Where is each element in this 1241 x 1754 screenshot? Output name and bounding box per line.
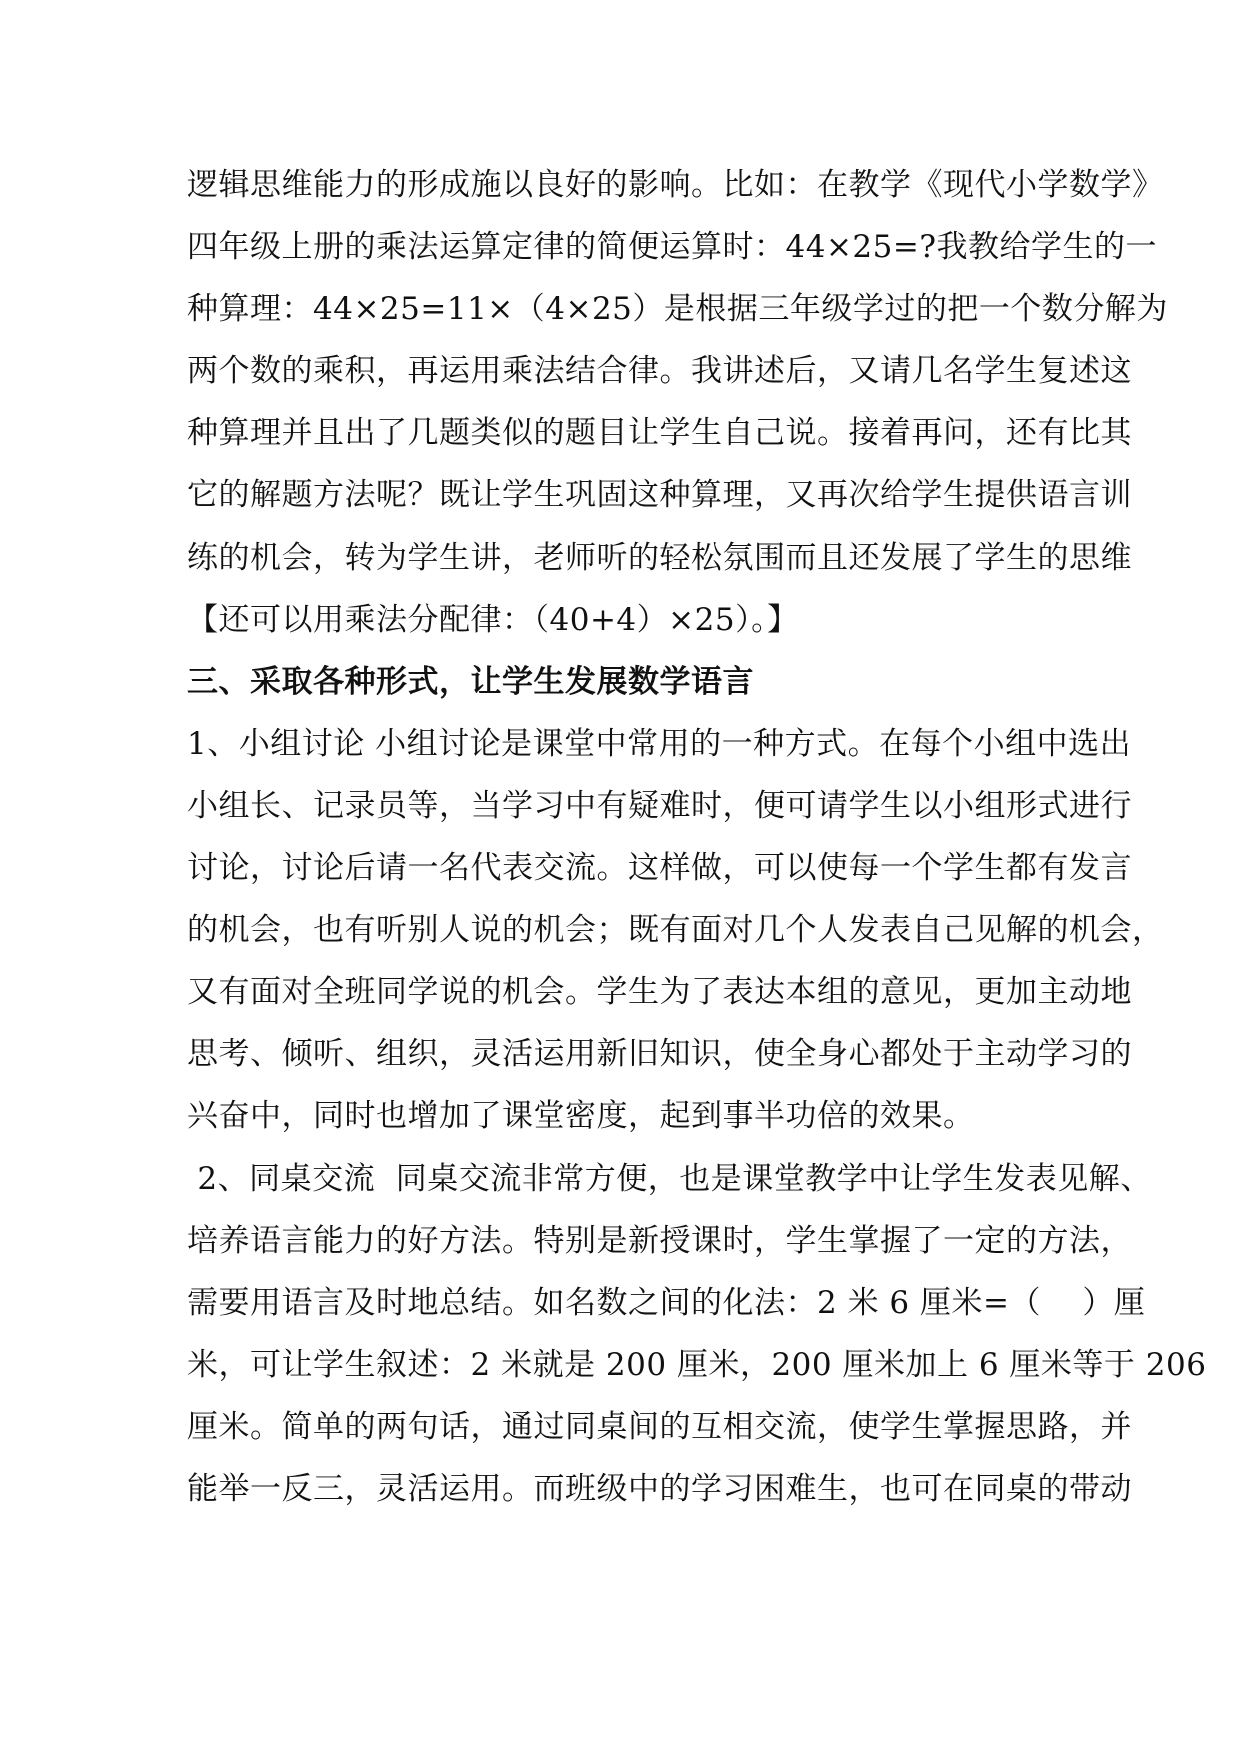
paragraph-line: 1、小组讨论 小组讨论是课堂中常用的一种方式。在每个小组中选出 <box>187 725 1132 762</box>
paragraph-line: 两个数的乘积，再运用乘法结合律。我讲述后，又请几名学生复述这 <box>187 353 1132 390</box>
paragraph-line: 小组长、记录员等，当学习中有疑难时，便可请学生以小组形式进行 <box>187 787 1132 824</box>
paragraph-line: 思考、倾听、组织，灵活运用新旧知识，使全身心都处于主动学习的 <box>187 1036 1132 1073</box>
paragraph-line: 种算理：44×25=11×（4×25）是根据三年级学过的把一个数分解为 <box>187 291 1168 328</box>
paragraph-line: 培养语言能力的好方法。特别是新授课时，学生掌握了一定的方法， <box>187 1222 1132 1259</box>
paragraph-line: 厘米。简单的两句话，通过同桌间的互相交流，使学生掌握思路，并 <box>187 1408 1132 1445</box>
paragraph-line: 种算理并且出了几题类似的题目让学生自己说。接着再问，还有比其 <box>187 415 1132 452</box>
paragraph-line: 需要用语言及时地总结。如名数之间的化法：2 米 6 厘米=（ ）厘 <box>187 1284 1146 1321</box>
paragraph-line: 2、同桌交流 同桌交流非常方便，也是课堂教学中让学生发表见解、 <box>187 1160 1152 1197</box>
paragraph-line: 的机会，也有听别人说的机会；既有面对几个人发表自己见解的机会， <box>187 912 1164 949</box>
section-heading: 三、采取各种形式，让学生发展数学语言 <box>187 663 754 700</box>
paragraph-line: 米，可让学生叙述：2 米就是 200 厘米，200 厘米加上 6 厘米等于 206 <box>187 1346 1207 1383</box>
paragraph-line: 练的机会，转为学生讲，老师听的轻松氛围而且还发展了学生的思维 <box>187 539 1132 576</box>
paragraph-line: 兴奋中，同时也增加了课堂密度，起到事半功倍的效果。 <box>187 1098 975 1135</box>
paragraph-line: 逻辑思维能力的形成施以良好的影响。比如：在教学《现代小学数学》 <box>187 167 1164 203</box>
paragraph-line: 讨论，讨论后请一名代表交流。这样做，可以使每一个学生都有发言 <box>187 850 1132 887</box>
paragraph-line: 又有面对全班同学说的机会。学生为了表达本组的意见，更加主动地 <box>187 974 1132 1011</box>
paragraph-line: 它的解题方法呢？既让学生巩固这种算理，又再次给学生提供语言训 <box>187 477 1132 514</box>
paragraph-line: 【还可以用乘法分配律：（40+4）×25）。】 <box>187 601 799 638</box>
document-body <box>187 154 1207 1520</box>
paragraph-line: 能举一反三，灵活运用。而班级中的学习困难生，也可在同桌的带动 <box>187 1470 1132 1507</box>
paragraph-line: 四年级上册的乘法运算定律的简便运算时：44×25=?我教给学生的一 <box>187 229 1157 266</box>
